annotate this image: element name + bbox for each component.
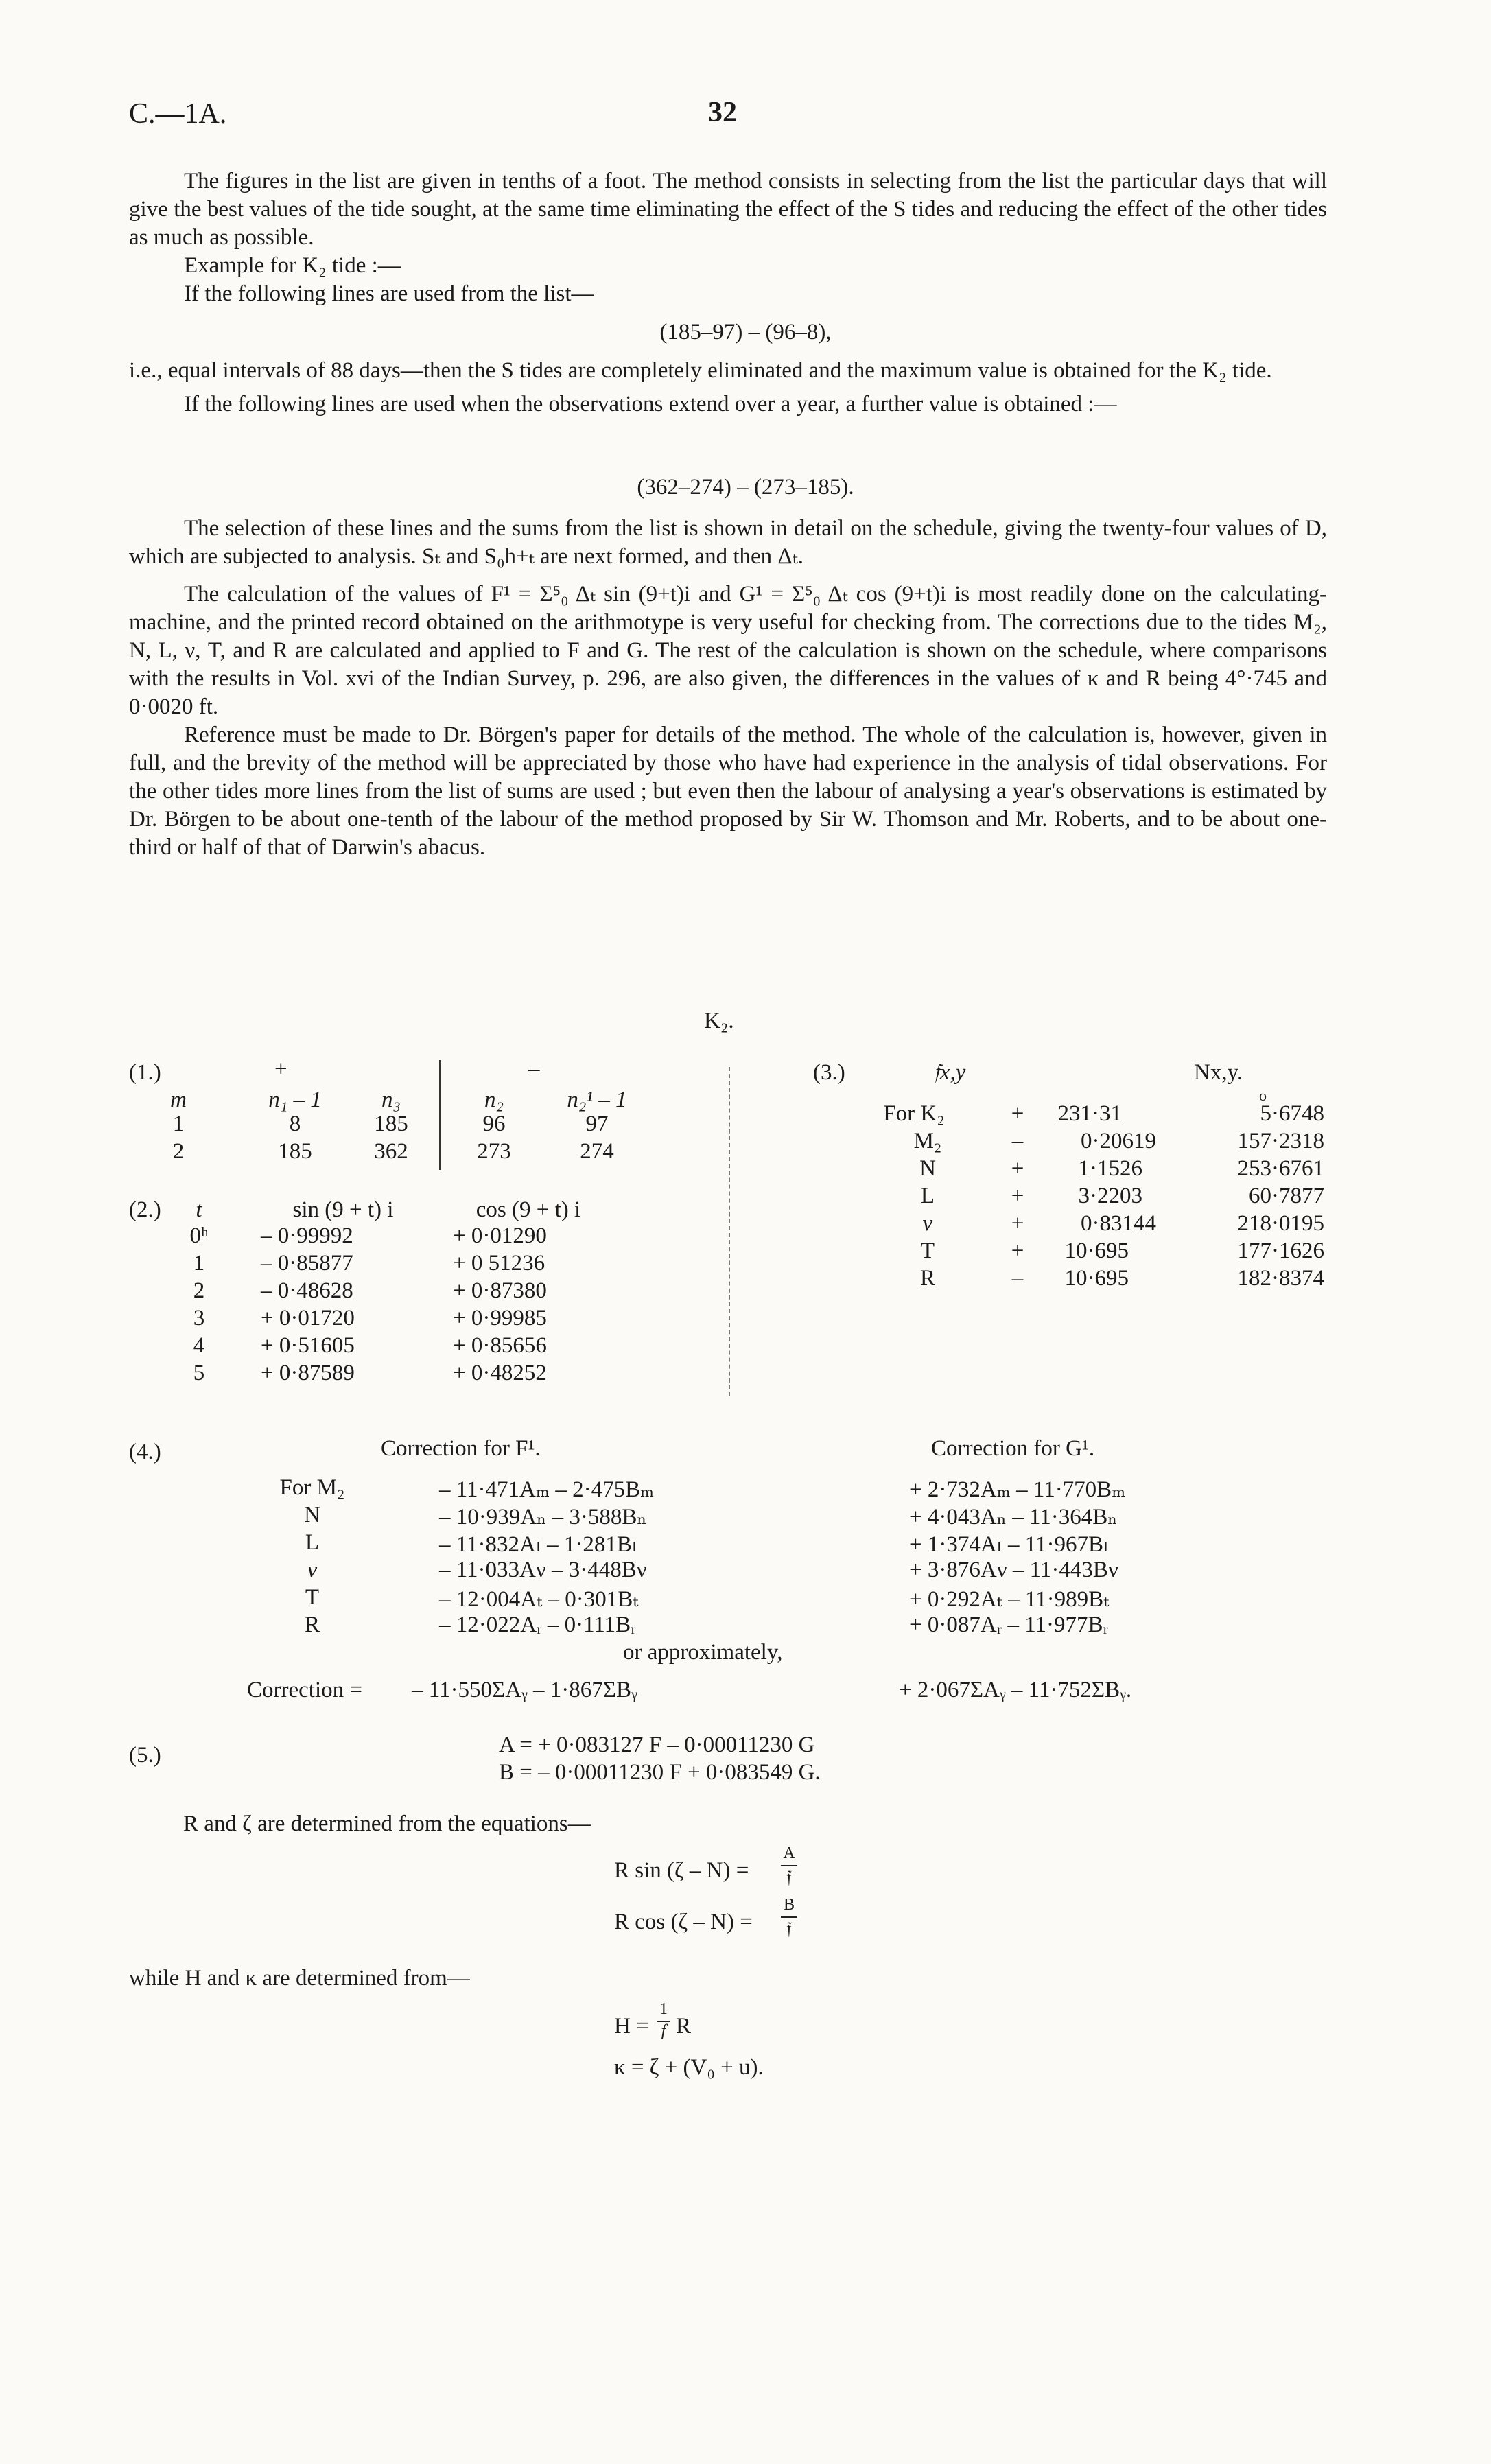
correction-f-value: – 12·022Aᵣ – 0·111Bᵣ [439, 1612, 636, 1637]
correction-row-label: For M₂ [279, 1475, 345, 1500]
table-cell: + 0·48252 [453, 1361, 547, 1385]
table-cell: 4 [193, 1333, 205, 1358]
correction-f-total: – 11·550ΣAᵧ – 1·867ΣBᵧ [412, 1678, 637, 1702]
table-cell: 5·6748 [1260, 1101, 1324, 1126]
table-cell: 185 [374, 1112, 408, 1136]
correction-f-value: – 10·939Aₙ – 3·588Bₙ [439, 1505, 647, 1529]
fraction-bar [781, 1916, 797, 1918]
table-cell: 10·695 [1064, 1239, 1129, 1263]
table-cell: 177·1626 [1237, 1239, 1324, 1263]
table-cell: 231·31 [1057, 1101, 1122, 1126]
column-divider [439, 1060, 441, 1170]
correction-g-value: + 0·087Aᵣ – 11·977Bᵣ [909, 1612, 1109, 1637]
kappa-equation: κ = ζ + (V₀ + u). [614, 2055, 764, 2080]
equation-b: B = – 0·00011230 F + 0·083549 G. [499, 1760, 821, 1785]
section-2-label: (2.) [129, 1197, 161, 1222]
table-cell: 185 [278, 1139, 312, 1164]
intro-text [129, 167, 1327, 308]
table-cell: 1 [172, 1112, 185, 1136]
paragraph-6: The selection of these lines and the sums from the list is shown in detail on the schedule, giving the twenty-four values of D, which are subjected to analysis. Sₜ and S₀h+ₜ are next formed, and then Δₜ. [129, 516, 1327, 569]
table-cell: N [919, 1156, 936, 1181]
table-cell: + [1011, 1211, 1024, 1236]
table-cell: + 0·99985 [453, 1306, 547, 1330]
col-cos: cos (9 + t) i [476, 1197, 581, 1222]
table-cell: + 0·01720 [261, 1306, 355, 1330]
table-cell: 1·1526 [1078, 1156, 1142, 1181]
col-n2-1: n₂¹ – 1 [567, 1088, 627, 1112]
fraction-denominator: 𝔣 [786, 1919, 792, 1938]
paragraph-8: Reference must be made to Dr. Börgen's paper for details of the method. The whole of the calculation is, however, given in full, and the brevity of the method will be appreciated by those who have had experience in the analysis of tidal observations. For the other tides more lines from the list of sums are used ; but even then the labour of analysing a year's observations is estimated by Dr. Börgen to be about one-tenth of the labour of the method proposed by Sir W. Thomson and Mr. Roberts, and to be about one-third or half of that of Darwin's abacus. [129, 723, 1327, 860]
paragraph-4: i.e., equal intervals of 88 days—then the S tides are completely eliminated and the maximum value is obtained for the K₂ tide. [129, 358, 1272, 383]
r-zeta-text: R and ζ are determined from the equations— [183, 1811, 591, 1836]
table-cell: 96 [482, 1112, 506, 1136]
correction-g-value: + 3·876Aν – 11·443Bν [909, 1558, 1118, 1582]
table-cell: 1 [193, 1251, 205, 1276]
table-cell: – [1011, 1266, 1024, 1291]
plus-sign: + [274, 1057, 287, 1081]
table-cell: ν [922, 1211, 933, 1236]
correction-row-label: T [305, 1585, 320, 1610]
table-cell: 5 [193, 1361, 205, 1385]
r-sin-equation: R sin (ζ – N) = [614, 1858, 749, 1883]
h-equation-tail: R [676, 2014, 692, 2039]
correction-row-label: R [304, 1612, 320, 1637]
table-cell: – [1011, 1129, 1024, 1153]
table-cell: 97 [585, 1112, 609, 1136]
correction-f-heading: Correction for F¹. [381, 1436, 541, 1461]
table-cell: – 0·85877 [261, 1251, 353, 1276]
table-cell: 2 [172, 1139, 185, 1164]
col-fxy: 𝔣x,y [933, 1060, 966, 1085]
correction-g-value: + 0·292Aₜ – 11·989Bₜ [909, 1587, 1110, 1612]
section-3-label: (3.) [813, 1060, 845, 1085]
table-cell: 218·0195 [1237, 1211, 1324, 1236]
table-cell: 273 [477, 1139, 511, 1164]
table-cell: T [920, 1239, 935, 1263]
col-n2: n₂ [484, 1088, 504, 1112]
fraction-denominator: f [661, 2022, 666, 2040]
table-cell: L [920, 1184, 935, 1208]
table-cell: + [1011, 1156, 1024, 1181]
table-cell: 0·20619 [1081, 1129, 1156, 1153]
table-cell: + 0·85656 [453, 1333, 547, 1358]
fraction-numerator: A [783, 1844, 795, 1862]
equation-1: (185–97) – (96–8), [659, 320, 832, 344]
r-cos-equation: R cos (ζ – N) = [614, 1910, 753, 1934]
table-cell: 2 [193, 1278, 205, 1303]
correction-g-total: + 2·067ΣAᵧ – 11·752ΣBᵧ. [899, 1678, 1132, 1702]
paragraph-1: The figures in the list are given in tenths of a foot. The method consists in selecting from the list the particular days that will give the best values of the tide sought, at the same time eliminating the effect of the S tides and reducing the effect of the other tides as much as possible. [129, 169, 1327, 250]
correction-f-value: – 11·471Aₘ – 2·475Bₘ [439, 1477, 655, 1502]
document-code: C.—1A. [129, 98, 227, 130]
paragraph-5: If the following lines are used when the observations extend over a year, a further value is obtained :— [184, 392, 1117, 416]
paragraph-2: Example for K₂ tide :— [184, 253, 401, 278]
section-5-label: (5.) [129, 1743, 161, 1768]
correction-g-value: + 4·043Aₙ – 11·364Bₙ [909, 1505, 1118, 1529]
table-cell: 182·8374 [1237, 1266, 1324, 1291]
correction-row-label: ν [307, 1558, 318, 1582]
table-cell: 362 [374, 1139, 408, 1164]
text-block-3 [129, 515, 1327, 862]
col-sin: sin (9 + t) i [292, 1197, 394, 1222]
table-cell: M₂ [913, 1129, 942, 1153]
table-cell: + [1011, 1101, 1024, 1126]
table-cell: – 0·99992 [261, 1223, 353, 1248]
section-1-label: (1.) [129, 1060, 161, 1085]
paragraph-3: If the following lines are used from the list— [184, 281, 594, 306]
col-t: t [196, 1197, 202, 1222]
column-divider [729, 1067, 730, 1396]
table-cell: + 0·51605 [261, 1333, 355, 1358]
correction-row-label: N [304, 1503, 320, 1527]
equation-2: (362–274) – (273–185). [637, 475, 854, 500]
text-block-2 [129, 357, 1327, 419]
correction-f-value: – 11·033Aν – 3·448Bν [439, 1558, 647, 1582]
table-cell: 0·83144 [1081, 1211, 1156, 1236]
table-cell: + [1011, 1184, 1024, 1208]
correction-g-value: + 1·374Aₗ – 11·967Bₗ [909, 1532, 1109, 1557]
table-cell: 157·2318 [1237, 1129, 1324, 1153]
table-cell: 253·6761 [1237, 1156, 1324, 1181]
table-cell: 60·7877 [1249, 1184, 1324, 1208]
correction-label: Correction = [247, 1678, 362, 1702]
table-cell: 3 [193, 1306, 205, 1330]
fraction-numerator: B [783, 1896, 795, 1914]
table-cell: 8 [289, 1112, 301, 1136]
table-cell: 3·2203 [1078, 1184, 1142, 1208]
correction-row-label: L [305, 1530, 320, 1555]
table-cell: 274 [580, 1139, 614, 1164]
table-cell: – 0·48628 [261, 1278, 353, 1303]
col-m: m [170, 1088, 187, 1112]
approx-note: or approximately, [623, 1640, 783, 1665]
fraction-bar [781, 1865, 797, 1866]
h-equation: H = [614, 2014, 649, 2039]
table-cell: R [919, 1266, 935, 1291]
degree-mark: o [1259, 1087, 1267, 1104]
table-cell: + [1011, 1239, 1024, 1263]
table-cell: + 0·87380 [453, 1278, 547, 1303]
col-nxy: Nx,y. [1194, 1060, 1243, 1085]
table-cell: + 0·87589 [261, 1361, 355, 1385]
correction-g-value: + 2·732Aₘ – 11·770Bₘ [909, 1477, 1126, 1502]
equation-a: A = + 0·083127 F – 0·00011230 G [499, 1733, 815, 1757]
col-n1: n₁ – 1 [268, 1088, 322, 1112]
page-number: 32 [708, 97, 737, 128]
table-cell: + 0·01290 [453, 1223, 547, 1248]
h-kappa-text: while H and κ are determined from— [129, 1966, 470, 1991]
k2-heading: K₂. [704, 1009, 734, 1033]
correction-g-heading: Correction for G¹. [931, 1436, 1095, 1461]
paragraph-7: The calculation of the values of F¹ = Σ⁵₀ Δₜ sin (9+t)i and G¹ = Σ⁵₀ Δₜ cos (9+t)i is most readily done on the calculating-machine, and the printed record obtained on the arithmotype is very useful for checking from. The corrections due to the tides M₂, N, L, ν, T, and R are calculated and applied to F and G. The rest of the calculation is shown on the schedule, where comparisons with the results in Vol. xvi of the Indian Survey, p. 296, are also given, the differences in the values of κ and R being 4°·745 and 0·0020 ft. [129, 582, 1327, 719]
minus-sign: – [528, 1057, 540, 1081]
fraction-denominator: 𝔣 [786, 1867, 792, 1887]
table-cell: 10·695 [1064, 1266, 1129, 1291]
correction-f-value: – 11·832Aₗ – 1·281Bₗ [439, 1532, 637, 1557]
table-cell: + 0 51236 [453, 1251, 545, 1276]
table-cell: 0ʰ [189, 1223, 209, 1248]
fraction-numerator: 1 [659, 2000, 668, 2018]
col-n3: n₃ [381, 1088, 401, 1112]
table-cell: For K₂ [883, 1101, 945, 1126]
section-4-label: (4.) [129, 1440, 161, 1464]
correction-f-value: – 12·004Aₜ – 0·301Bₜ [439, 1587, 639, 1612]
